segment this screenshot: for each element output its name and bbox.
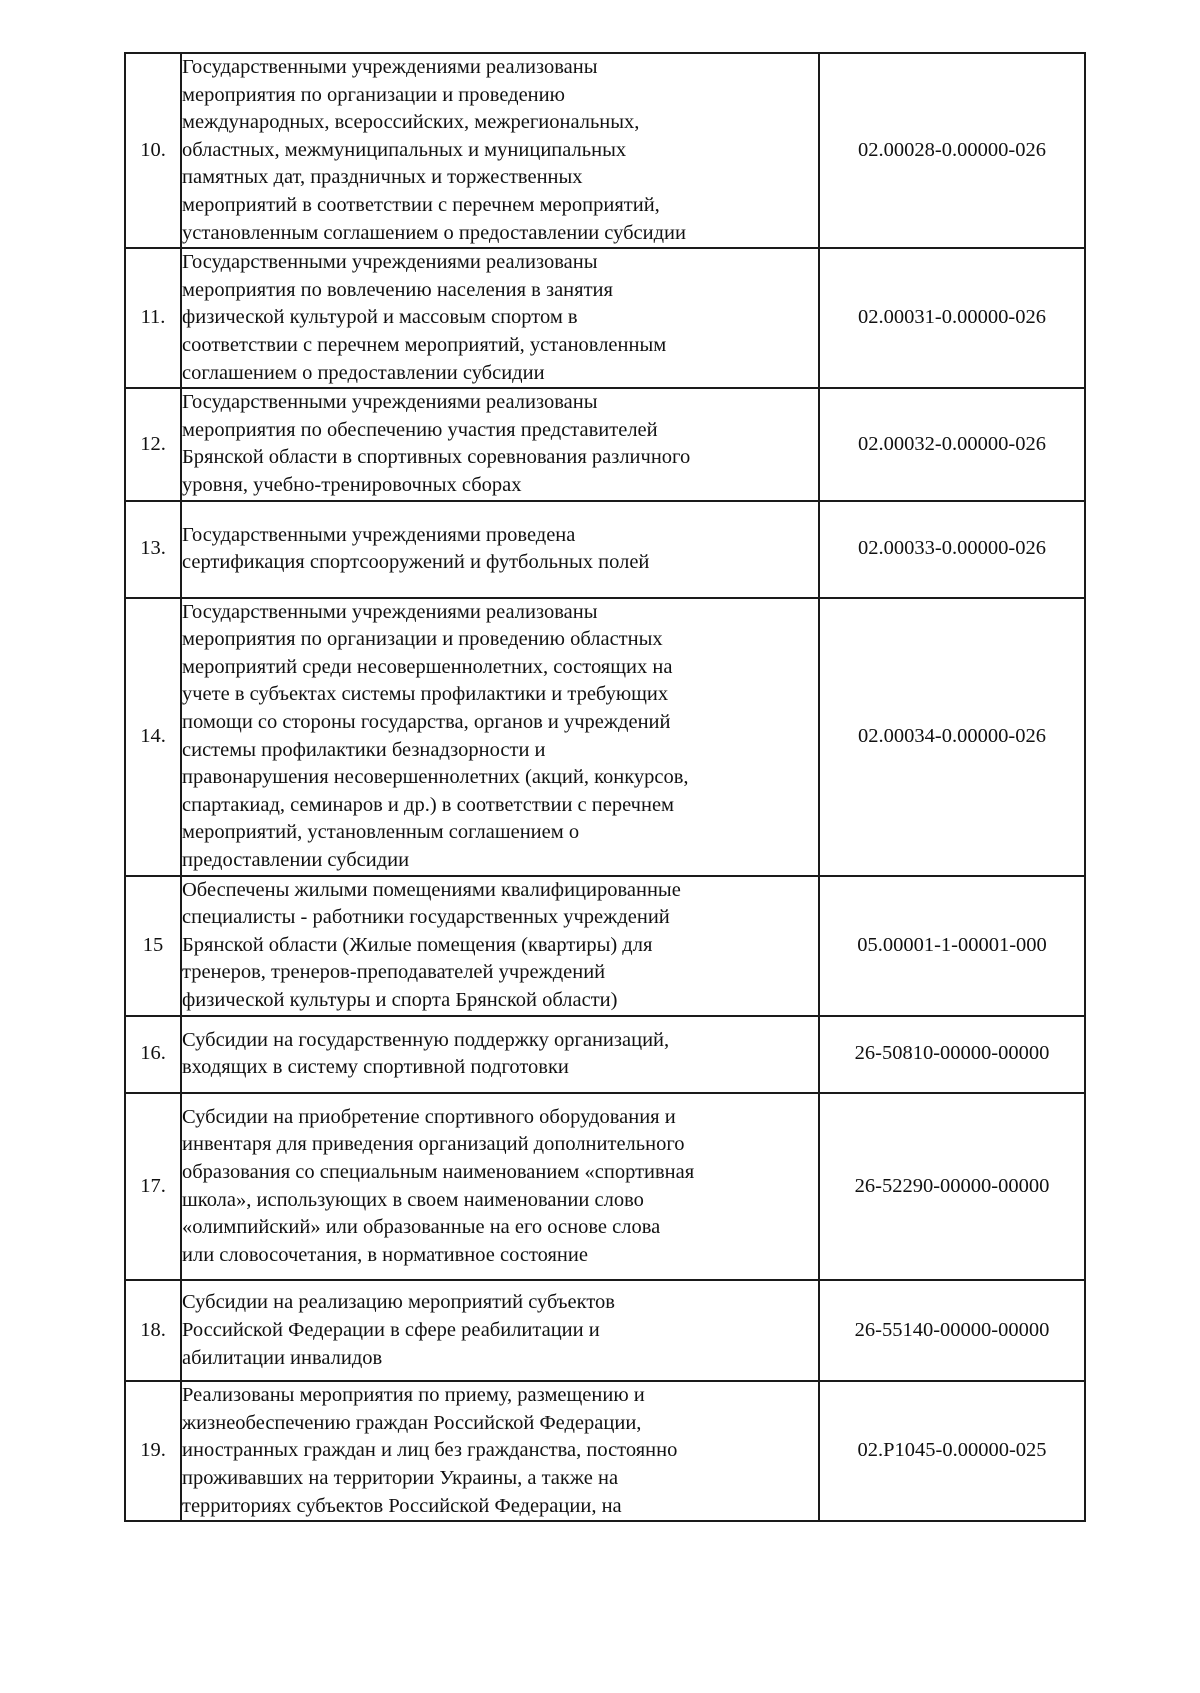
table-row — [125, 501, 1085, 598]
row-code: 26-55140-00000-00000 — [819, 1280, 1085, 1381]
row-description: Обеспечены жилыми помещениями квалифицированные специалисты - работники государственных учреждений Брянской области (Жилые помещения (квартиры) для тренеров, тренеров-преподавателей учреждений физической культуры и спорта Брянской области) — [182, 878, 681, 1011]
row-code: 26-52290-00000-00000 — [819, 1093, 1085, 1281]
table-row — [125, 1093, 1085, 1281]
row-number: 12. — [125, 388, 181, 500]
row-code: 02.00033-0.00000-026 — [819, 501, 1085, 598]
row-number: 15 — [125, 876, 181, 1016]
row-description: Субсидии на приобретение спортивного оборудования и инвентаря для приведения организаций дополнительного образования со специальным наименованием «спортивная школа», использующих в своем наименовании слово «олимпийский» или образованные на его основе слова или словосочетания, в нормативное состояние — [182, 1105, 695, 1266]
row-number: 18. — [125, 1280, 181, 1381]
row-description: Государственными учреждениями проведена сертификация спортсооружений и футбольных полей — [182, 523, 650, 574]
table-row — [125, 876, 1085, 1016]
table-row — [125, 1280, 1085, 1381]
row-description: Реализованы мероприятия по приему, размещению и жизнеобеспечению граждан Российской Федерации, иностранных граждан и лиц без гражданства, постоянно проживавших на территории Украины, а также на территориях субъектов Российской Федерации, на — [182, 1384, 678, 1517]
table-row — [125, 388, 1085, 500]
row-code: 02.00032-0.00000-026 — [819, 388, 1085, 500]
row-description: Государственными учреждениями реализованы мероприятия по организации и проведению международных, всероссийских, межрегиональных, областных, межмуниципальных и муниципальных памятных дат, праздничных и торжественных мероприятий в соответствии с перечнем мероприятий, установленным соглашением о предоставлении субсидии — [182, 56, 686, 244]
row-code: 02.00034-0.00000-026 — [819, 598, 1085, 876]
table-row — [125, 1016, 1085, 1093]
row-description: Государственными учреждениями реализованы мероприятия по обеспечению участия представителей Брянской области в спортивных соревнования различного уровня, учебно-тренировочных сборах — [182, 391, 691, 496]
row-code: 02.00031-0.00000-026 — [819, 248, 1085, 388]
row-code: 26-50810-00000-00000 — [819, 1016, 1085, 1093]
row-number: 16. — [125, 1016, 181, 1093]
row-description: Государственными учреждениями реализованы мероприятия по вовлечению населения в занятия физической культурой и массовым спортом в соответствии с перечнем мероприятий, установленным соглашением о предоставлении субсидии — [182, 251, 667, 384]
row-code: 05.00001-1-00001-000 — [819, 876, 1085, 1016]
row-number: 13. — [125, 501, 181, 598]
row-code: 02.00028-0.00000-026 — [819, 53, 1085, 248]
row-code: 02.P1045-0.00000-025 — [819, 1381, 1085, 1521]
table-row — [125, 248, 1085, 388]
row-number: 19. — [125, 1381, 181, 1521]
subsidy-table — [124, 52, 1086, 1522]
table-row — [125, 598, 1085, 876]
table-row — [125, 53, 1085, 248]
row-number: 14. — [125, 598, 181, 876]
row-description: Субсидии на государственную поддержку организаций, входящих в систему спортивной подготовки — [182, 1028, 670, 1079]
row-description: Субсидии на реализацию мероприятий субъектов Российской Федерации в сфере реабилитации и абилитации инвалидов — [182, 1291, 615, 1369]
table-row — [125, 1381, 1085, 1521]
row-number: 11. — [125, 248, 181, 388]
row-number: 17. — [125, 1093, 181, 1281]
row-number: 10. — [125, 53, 181, 248]
row-description: Государственными учреждениями реализованы мероприятия по организации и проведению областных мероприятий среди несовершеннолетних, состоящих на учете в субъектах системы профилактики и требующих помощи со стороны государства, органов и учреждений системы профилактики безнадзорности и правонарушения несовершеннолетних (акций, конкурсов, спартакиад, семинаров и др.) в соответствии с перечнем мероприятий, установленным соглашением о предоставлении субсидии — [182, 600, 689, 872]
